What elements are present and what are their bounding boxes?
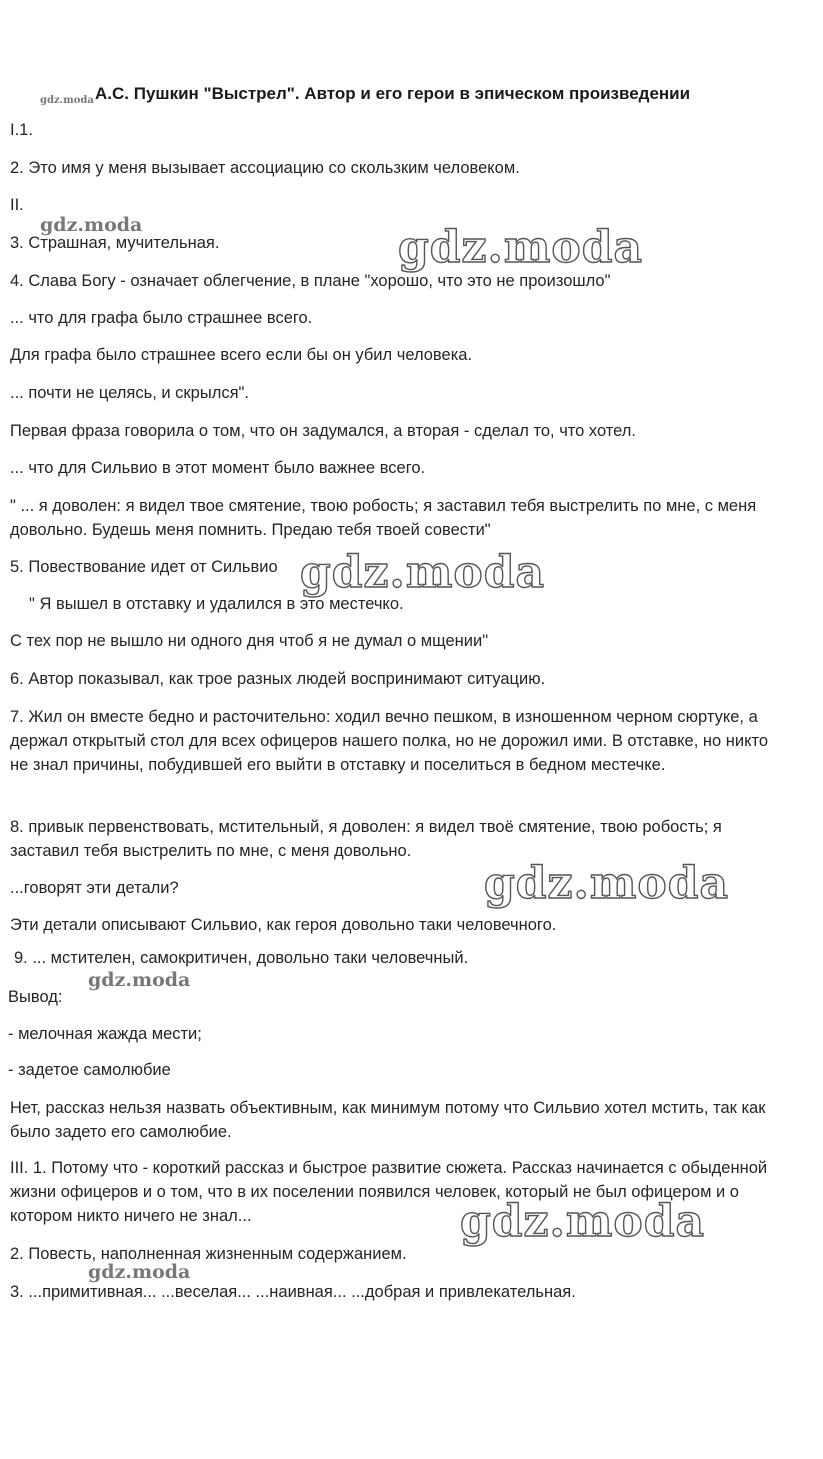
text-line: 2. Это имя у меня вызывает ассоциацию со скользким человеком.: [10, 159, 520, 177]
text-line: " Я вышел в отставку и удалился в это местечко.: [29, 595, 404, 613]
text-line: Эти детали описывают Сильвио, как героя довольно таки человечного.: [10, 916, 557, 934]
text-paragraph: " ... я доволен: я видел твое смятение, твою робость; я заставил тебя выстрелить по мне, с меня довольно. Будешь меня помнить. Предаю тебя твоей совести": [10, 497, 757, 539]
document-title: А.С. Пушкин "Выстрел". Автор и его герои в эпическом произведении: [95, 84, 691, 103]
text-line: 3. ...примитивная... ...веселая... ...наивная... ...добрая и привлекательная.: [10, 1283, 576, 1301]
text-line: Вывод:: [8, 988, 63, 1006]
text-paragraph: 7. Жил он вместе бедно и расточительно: ходил вечно пешком, в изношенном черном сюртуке, а держал открытый стол для всех офицеров нашего полка, но не дорожил ими. В отставке, но никто не знал причины, побудившей его выйти в отставку и поселиться в бедном местечке.: [10, 708, 769, 774]
watermark-logo-large: gdz.moda: [460, 1196, 706, 1247]
text-line: ... что для Сильвио в этот момент было важнее всего.: [10, 459, 426, 477]
text-line: ... почти не целясь, и скрылся".: [10, 384, 249, 402]
watermark-logo-large: gdz.moda: [484, 858, 730, 909]
text-line: 6. Автор показывал, как трое разных людей воспринимают ситуацию.: [10, 670, 546, 688]
text-line: II.: [10, 196, 24, 214]
text-paragraph: 8. привык первенствовать, мстительный, я доволен: я видел твоё смятение, твою робость; я заставил тебя выстрелить по мне, с меня довольно.: [10, 818, 722, 860]
text-line: - задетое самолюбие: [8, 1061, 171, 1079]
text-line: I.1.: [10, 121, 33, 139]
watermark-logo-tiny: gdz.moda: [40, 95, 94, 106]
text-line: 4. Слава Богу - означает облегчение, в плане "хорошо, что это не произошло": [10, 272, 611, 290]
watermark-logo-small: gdz.moda: [88, 1261, 191, 1283]
text-line: - мелочная жажда мести;: [8, 1025, 202, 1043]
text-line: Для графа было страшнее всего если бы он убил человека.: [10, 346, 473, 364]
text-line: ...говорят эти детали?: [10, 879, 179, 897]
text-line: ... что для графа было страшнее всего.: [10, 309, 313, 327]
watermark-logo-large: gdz.moda: [300, 547, 546, 598]
text-line: С тех пор не вышло ни одного дня чтоб я не думал о мщении": [10, 632, 489, 650]
text-line: 9. ... мстителен, самокритичен, довольно таки человечный.: [14, 949, 469, 967]
text-line: 5. Повествование идет от Сильвио: [10, 558, 278, 576]
text-line: Первая фраза говорила о том, что он задумался, а вторая - сделал то, что хотел.: [10, 422, 637, 440]
watermark-logo-small: gdz.moda: [88, 969, 191, 991]
text-paragraph: III. 1. Потому что - короткий рассказ и быстрое развитие сюжета. Рассказ начинается с обыденной жизни офицеров и о том, что в их поселении появился человек, который не был офицером и о котором никто ничего не знал...: [10, 1159, 768, 1225]
text-line: 2. Повесть, наполненная жизненным содержанием.: [10, 1245, 407, 1263]
watermark-logo-large: gdz.moda: [398, 222, 644, 273]
text-paragraph: Нет, рассказ нельзя назвать объективным, как минимум потому что Сильвио хотел мстить, так как было задето его самолюбие.: [10, 1099, 766, 1141]
watermark-logo-small: gdz.moda: [40, 214, 143, 236]
text-line: 3. Страшная, мучительная.: [10, 234, 220, 252]
